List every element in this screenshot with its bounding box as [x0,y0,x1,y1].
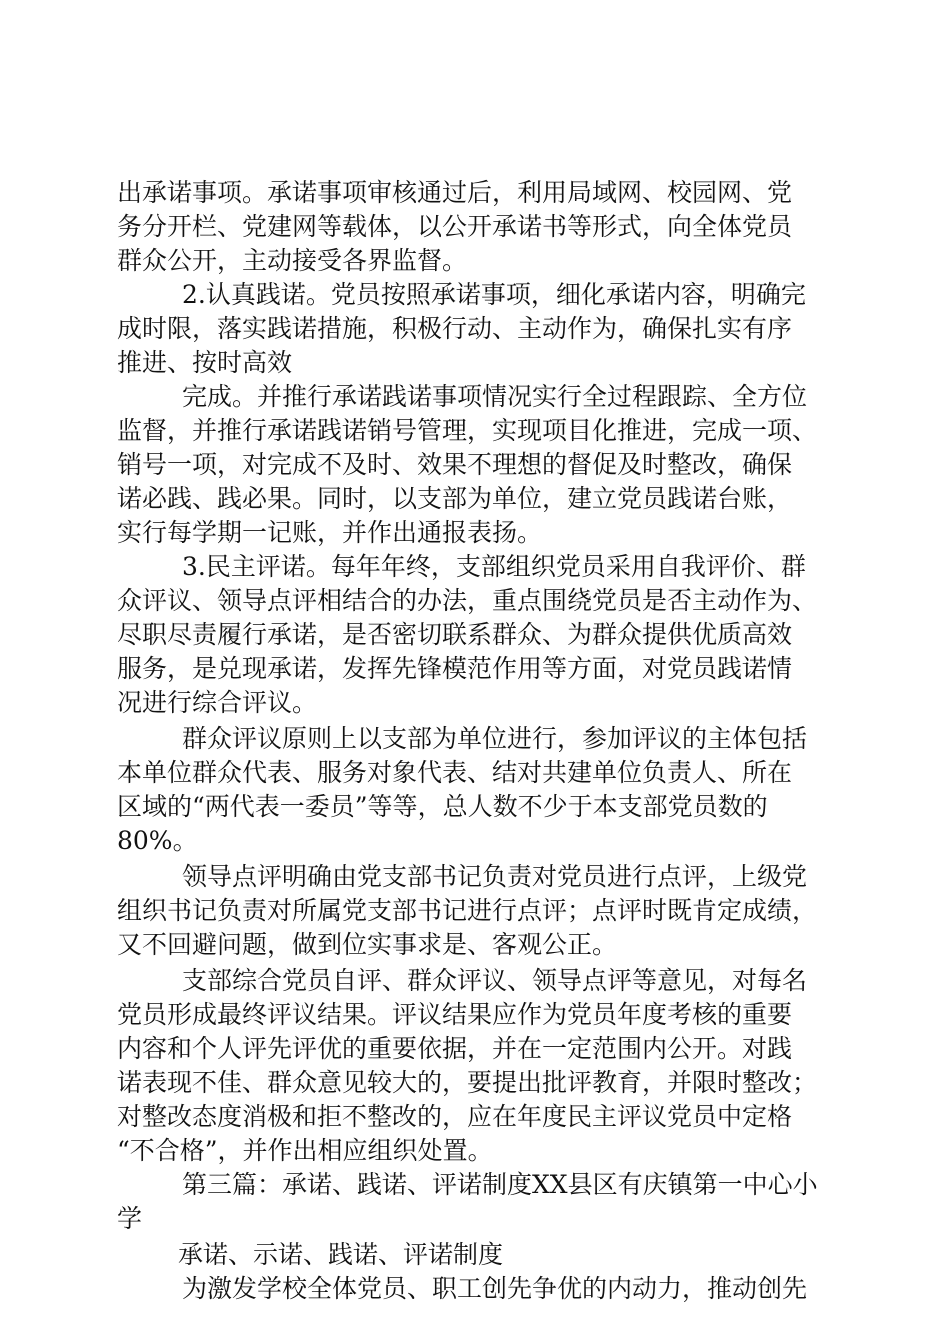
body-line: 3.民主评诺。每年年终，支部组织党员采用自我评价、群 [182,552,806,581]
body-line: 对整改态度消极和拒不整改的，应在年度民主评议党员中定格 [117,1102,793,1131]
body-line: 又不回避问题，做到位实事求是、客观公正。 [117,930,618,959]
body-line: 服务，是兑现承诺，发挥先锋模范作用等方面，对党员践诺情 [117,654,793,683]
body-line: “不合格”，并作出相应组织处置。 [117,1136,493,1165]
body-line: 内容和个人评先评优的重要依据，并在一定范围内公开。对践 [117,1034,793,1063]
body-line: 诺必践、践必果。同时，以支部为单位，建立党员践诺台账， [117,484,793,513]
body-line: 完成。并推行承诺践诺事项情况实行全过程跟踪、全方位 [182,382,808,411]
body-line: 况进行综合评议。 [117,688,318,717]
body-line: 务分开栏、党建网等载体，以公开承诺书等形式，向全体党员 [117,212,793,241]
body-line: 销号一项，对完成不及时、效果不理想的督促及时整改，确保 [117,450,793,479]
body-line: 党员形成最终评议结果。评议结果应作为党员年度考核的重要 [117,1000,793,1029]
body-line: 出承诺事项。承诺事项审核通过后，利用局域网、校园网、党 [117,178,793,207]
body-line: 尽职尽责履行承诺，是否密切联系群众、为群众提供优质高效 [117,620,793,649]
body-line: 众评议、领导点评相结合的办法，重点围绕党员是否主动作为、 [117,586,818,615]
subheading: 承诺、示诺、践诺、评诺制度 [178,1240,504,1269]
body-line: 为激发学校全体党员、职工创先争优的内动力，推动创先 [182,1274,808,1303]
body-line: 群众评议原则上以支部为单位进行，参加评议的主体包括 [182,724,808,753]
body-line: 监督，并推行承诺践诺销号管理，实现项目化推进，完成一项、 [117,416,818,445]
body-line: 推进、按时高效 [117,348,293,377]
body-line: 本单位群众代表、服务对象代表、结对共建单位负责人、所在 [117,758,793,787]
body-line: 实行每学期一记账，并作出通报表扬。 [117,518,543,547]
body-line: 区域的“两代表一委员”等等，总人数不少于本支部党员数的 [117,792,768,821]
body-line: 群众公开，主动接受各界监督。 [117,246,468,275]
body-line: 成时限，落实践诺措施，积极行动、主动作为，确保扎实有序 [117,314,793,343]
body-line: 2.认真践诺。党员按照承诺事项，细化承诺内容，明确完 [182,280,806,309]
body-line: 领导点评明确由党支部书记负责对党员进行点评，上级党 [182,862,808,891]
body-line: 组织书记负责对所属党支部书记进行点评；点评时既肯定成绩， [117,896,818,925]
body-line: 诺表现不佳、群众意见较大的，要提出批评教育，并限时整改； [117,1068,818,1097]
section-heading: 学 [117,1204,143,1233]
body-line: 支部综合党员自评、群众评议、领导点评等意见，对每名 [182,966,808,995]
body-line: 80%。 [117,826,198,855]
section-heading: 第三篇：承诺、践诺、评诺制度XX县区有庆镇第一中心小 [182,1170,818,1199]
